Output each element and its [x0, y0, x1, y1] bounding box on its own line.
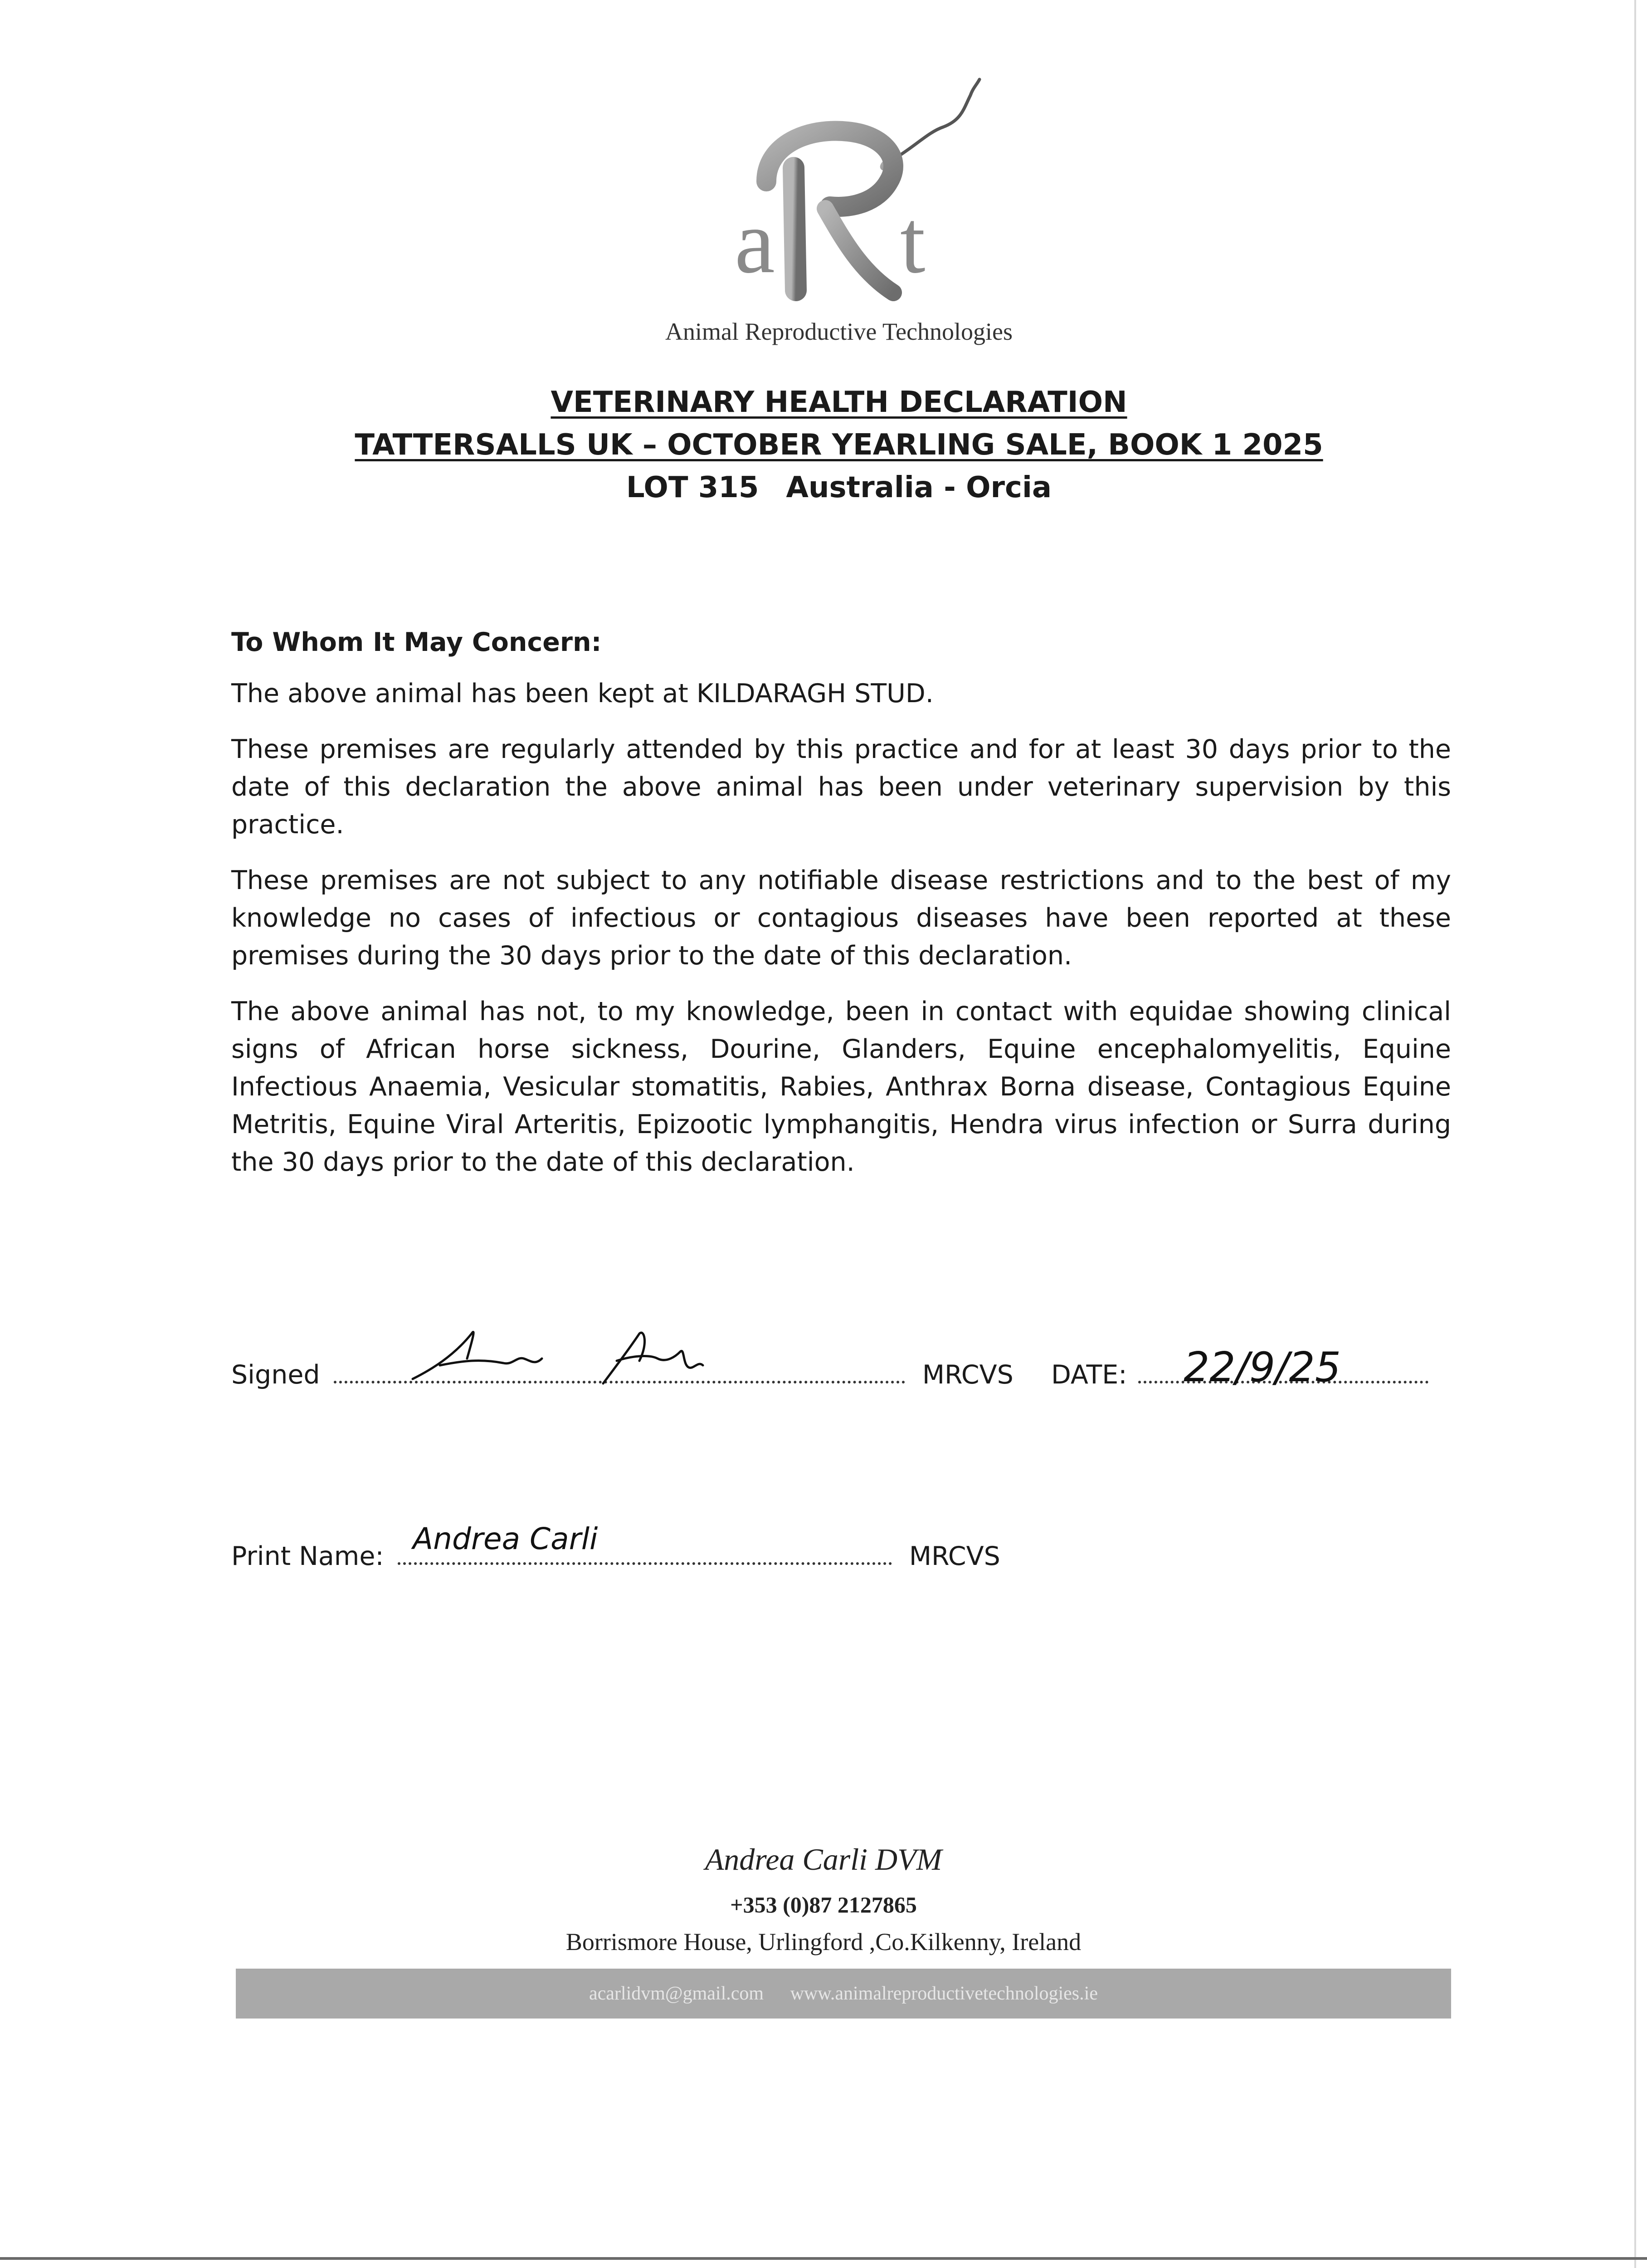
paragraph-restrictions: These premises are not subject to any notifiable disease restrictions and to the best of my knowledge no cases of infectious or contagious diseases have been reported at these premises during the 30 days prior to the date of this declaration. [231, 865, 1451, 971]
paragraph-supervision: These premises are regularly attended by this practice and for at least 30 days prior to the date of this declaration the above animal has been under veterinary supervision by this practice. [231, 734, 1451, 840]
print-name-value: Andrea Carli [413, 1521, 598, 1556]
signature-handwritten-icon [404, 1315, 748, 1393]
footer-name: Andrea Carli DVM [705, 1842, 942, 1877]
print-name-handwritten-icon [408, 1506, 662, 1565]
svg-text:a: a [735, 192, 775, 292]
salutation: To Whom It May Concern: [231, 627, 602, 657]
footer-website[interactable]: www.animalreproductivetechnologies.ie [790, 1983, 1098, 2004]
title-block [181, 381, 1496, 509]
print-name-label: Print Name: [231, 1541, 384, 1571]
date-label: DATE: [1051, 1360, 1127, 1390]
declaration-body [231, 624, 1451, 1199]
date-value: 22/9/25 [1184, 1344, 1341, 1391]
art-logo-icon [716, 77, 989, 331]
title-line-declaration: VETERINARY HEALTH DECLARATION [551, 386, 1127, 419]
title-line-lot [181, 466, 1496, 509]
footer-address: Borrismore House, Urlingford ,Co.Kilkenny, Ireland [565, 1928, 1082, 1955]
paragraph-contact: The above animal has not, to my knowledge, been in contact with equidae showing clinical signs of African horse sickness, Dourine, Glanders, Equine encephalomyelitis, Equine Infectious Anaemia, Vesicular stomatitis, Rabies, Anthrax Borna disease, Contagious Equine Metritis, Equine Viral Arteritis, Epizootic lymphangitis, Hendra virus infection or Surra during the 30 days prior to the date of this declaration. [231, 997, 1451, 1177]
scan-edge-bottom [0, 2257, 1647, 2260]
svg-text:t: t [900, 192, 926, 292]
footer-phone: +353 (0)87 2127865 [730, 1892, 917, 1917]
signed-mrcvs-label: MRCVS [922, 1360, 1014, 1390]
footer-contact-bar [236, 1969, 1451, 2019]
paragraph-premises: The above animal has been kept at KILDARAGH STUD. [231, 679, 934, 709]
horse-name: Australia - Orcia [786, 471, 1052, 504]
print-mrcvs-label: MRCVS [909, 1541, 1000, 1571]
title-line-sale: TATTERSALLS UK – OCTOBER YEARLING SALE, BOOK 1 2025 [355, 428, 1323, 462]
handwritten-date-icon [1174, 1338, 1356, 1397]
logo-caption: Animal Reproductive Technologies [665, 318, 1013, 345]
lot-number: LOT 315 [626, 471, 759, 504]
footer-email[interactable]: acarlidvm@gmail.com [589, 1983, 764, 2004]
signed-label: Signed [231, 1360, 320, 1390]
